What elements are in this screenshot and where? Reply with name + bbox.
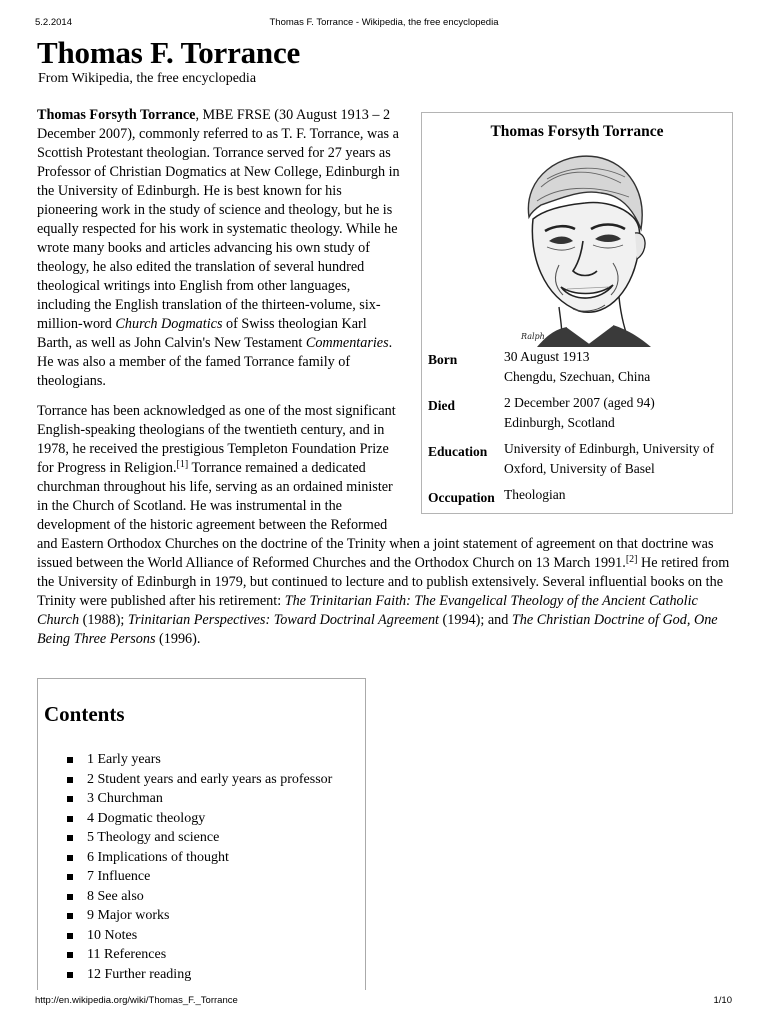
toc-item-major-works[interactable]: 9 Major works	[67, 906, 332, 926]
print-url[interactable]: http://en.wikipedia.org/wiki/Thomas_F._Torrance	[35, 995, 238, 1006]
table-of-contents	[37, 678, 366, 990]
infobox-row-education	[428, 439, 714, 485]
lead-paragraph-2: Torrance has been acknowledged as one of the most significant English-speaking theologians of the twentieth century, and in 1978, he received the prestigious Templeton Foundation Prize for Progress in Religion.[1] Torrance remained a dedicated churchman throughout his life, serving as an ordained minister in the Church of Scotland. He was instrumental in the development of the historic agreement between the Reformed and Eastern Orthodox Churches on the doctrine of the Trinity when a joint statement of agreement on that doctrine was issued between the World Alliance of Reformed Churches and the Orthodox Church on 13 March 1991.[2] He retired from the University of Edinburgh in 1979, but continued to lecture and to publish extensively. Several influential books on the Trinity were published after his retirement: The Trinitarian Faith: The Evangelical Theology of the Ancient Catholic Church (1988); Trinitarian Perspectives: Toward Doctrinal Agreement (1994); and The Christian Doctrine of God, One Being Three Persons (1996).	[37, 403, 730, 647]
infobox-value: 2 December 2007 (aged 94) Edinburgh, Scotland	[504, 395, 655, 430]
toc-item-implications[interactable]: 6 Implications of thought	[67, 848, 332, 868]
toc-list	[67, 750, 332, 984]
article-title: Thomas F. Torrance	[37, 35, 301, 70]
article-body	[37, 106, 733, 649]
toc-item-see-also[interactable]: 8 See also	[67, 887, 332, 907]
print-date: 5.2.2014	[35, 17, 72, 28]
link-commentaries[interactable]: Commentaries	[305, 335, 389, 351]
infobox-label: Born	[428, 352, 458, 367]
link-church-dogmatics[interactable]: Church Dogmatics	[115, 316, 223, 332]
infobox	[421, 112, 733, 514]
portrait-image[interactable]	[501, 147, 653, 347]
toc-item-influence[interactable]: 7 Influence	[67, 867, 332, 887]
book-trinitarian-perspectives: Trinitarian Perspectives: Toward Doctrinal Agreement	[127, 612, 439, 628]
toc-item-references[interactable]: 11 References	[67, 945, 332, 965]
link-university-of-edinburgh[interactable]: University of Edinburgh, University of	[504, 441, 715, 456]
print-page-number: 1/10	[713, 995, 732, 1006]
infobox-value: Theologian	[504, 487, 566, 502]
toc-item-theology-and-science[interactable]: 5 Theology and science	[67, 828, 332, 848]
infobox-title: Thomas Forsyth Torrance	[490, 123, 664, 140]
toc-item-further-reading[interactable]: 12 Further reading	[67, 965, 332, 985]
toc-item-churchman[interactable]: 3 Churchman	[67, 789, 332, 809]
link-university-of-oxford-basel[interactable]: Oxford, University of Basel	[504, 461, 655, 476]
citation-1[interactable]: [1]	[176, 459, 189, 470]
infobox-label: Education	[428, 444, 488, 459]
citation-2[interactable]: [2]	[625, 554, 638, 565]
infobox-row-born	[428, 347, 714, 393]
lead-paragraph-1: Thomas Forsyth Torrance, MBE FRSE (30 August 1913 – 2 December 2007), commonly referred to as T. F. Torrance, was a Scottish Protestant theologian. Torrance served for 27 years as Professor of Christian Dogmatics at New College, Edinburgh in the University of Edinburgh. He is best known for his pioneering work in the study of science and theology, but he is equally respected for his work in systematic theology. While he wrote many books and articles advancing his own study of theology, he also edited the translation of several hundred theological writings into English from other languages, including the English translation of the thirteen-volume, six-million-word Church Dogmatics of Swiss theologian Karl Barth, as well as John Calvin's New Testament Commentaries. He was also a member of the famed Torrance family of theologians.	[37, 107, 400, 389]
infobox-row-died	[428, 393, 714, 439]
toc-title: Contents	[44, 702, 125, 726]
infobox-value: 30 August 1913 Chengdu, Szechuan, China	[504, 349, 651, 384]
book-christian-doctrine-of-god: The Christian Doctrine of God, One Being Three Persons	[37, 612, 718, 647]
print-page-title: Thomas F. Torrance - Wikipedia, the free encyclopedia	[269, 17, 499, 28]
portrait-signature: Ralph	[521, 332, 545, 341]
toc-item-notes[interactable]: 10 Notes	[67, 926, 332, 946]
infobox-row-occupation	[428, 485, 714, 514]
book-trinitarian-faith: The Trinitarian Faith: The Evangelical Theology of the Ancient Catholic Church	[37, 593, 698, 628]
infobox-value	[504, 439, 714, 485]
toc-item-early-years[interactable]: 1 Early years	[67, 750, 332, 770]
infobox-label: Died	[428, 398, 455, 413]
toc-item-student-years[interactable]: 2 Student years and early years as professor	[67, 770, 332, 790]
toc-item-dogmatic-theology[interactable]: 4 Dogmatic theology	[67, 809, 332, 829]
subject-name: Thomas Forsyth Torrance	[37, 107, 196, 123]
article-tagline: From Wikipedia, the free encyclopedia	[38, 71, 257, 86]
infobox-table	[428, 347, 714, 514]
infobox-label: Occupation	[428, 490, 495, 505]
